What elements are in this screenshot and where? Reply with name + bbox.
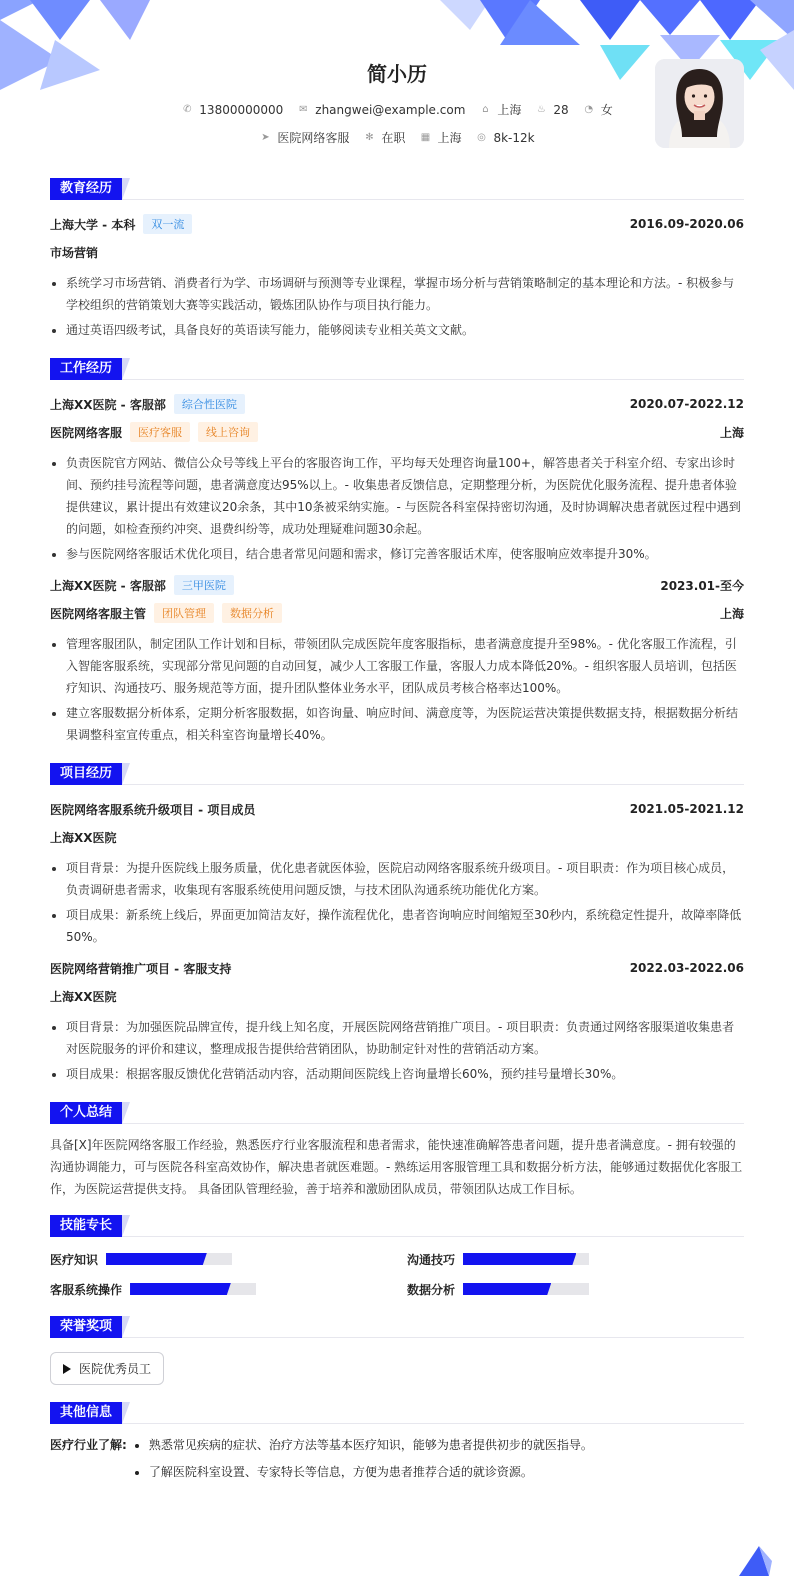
work-city: 上海 (719, 606, 744, 621)
play-icon (63, 1364, 71, 1374)
project-org-row (50, 982, 744, 1010)
project-org: 上海XX医院 (50, 989, 117, 1004)
corner-decoration (734, 1541, 774, 1581)
email-text: zhangwei@example.com (315, 102, 466, 117)
education-title: 教育经历 (50, 178, 122, 200)
project-org-row (50, 823, 744, 851)
honors-title: 荣誉奖项 (50, 1316, 122, 1338)
other-label: 医疗行业了解: (50, 1438, 127, 1452)
phone-item (181, 101, 283, 118)
award-chip (50, 1352, 164, 1385)
education-date: 2016.09-2020.06 (629, 217, 744, 231)
other-title: 其他信息 (50, 1402, 122, 1424)
list-item: • 负责医院官方网站、微信公众号等线上平台的客服咨询工作，平均每天处理咨询量100+，解答患者关于科室介绍、专家出诊时间、预约挂号流程等问题，患者满意度达95%以上。- 收集患者反馈信息，定期整理分析，为医院优化服务流程、提升患者体验提供建议，累计提出有效建议20余条，其中10条被采纳实施。- 与医院各科室保持密切沟通，及时协调解决患者就医过程中遇到的问题，如检查预约冲突、退费纠纷等，成功处理疑难问题30余起。 (66, 452, 744, 540)
position-tag: 线上咨询 (198, 422, 258, 442)
candidate-name: 简小历 (367, 62, 427, 86)
skill-item (407, 1279, 744, 1299)
list-item: • 项目背景：为提升医院线上服务质量，优化患者就医体验，医院启动网络客服系统升级项目。- 项目职责：作为项目核心成员，负责调研患者需求，收集现有客服系统使用问题反馈，与技术团队沟通系统功能优化方案。 (66, 857, 744, 901)
company-name: 上海XX医院 - 客服部 (50, 397, 166, 412)
school-tag: 双一流 (143, 214, 192, 234)
education-header (50, 177, 744, 200)
work-bullets (50, 452, 744, 565)
skill-bar (463, 1253, 589, 1265)
skills-title: 技能专长 (50, 1215, 122, 1237)
project-entry (50, 954, 744, 1085)
other-header (50, 1401, 744, 1424)
skills-header (50, 1214, 744, 1237)
other-list (127, 1434, 593, 1488)
skill-bar-fill (463, 1283, 551, 1295)
work-title: 工作经历 (50, 358, 122, 380)
skill-name: 客服系统操作 (50, 1282, 123, 1297)
project-org: 上海XX医院 (50, 830, 117, 845)
city-icon: ▦ (420, 131, 431, 143)
major-name: 市场营销 (50, 245, 99, 260)
project-name: 医院网络营销推广项目 - 客服支持 (50, 961, 232, 976)
position-name: 医院网络客服 (50, 425, 123, 440)
job-target-item (259, 129, 349, 146)
city-item (419, 129, 461, 146)
list-item: • 项目背景：为加强医院品牌宣传，提升线上知名度，开展医院网络营销推广项目。- 项目职责：负责通过网络客服渠道收集患者对医院服务的评价和建议，整理成报告提供给营销团队，协助制定针对性的营销活动方案。 (66, 1016, 744, 1060)
project-entry (50, 795, 744, 948)
phone-icon: ✆ (183, 103, 192, 115)
work-section (50, 357, 744, 746)
project-title-row (50, 954, 744, 982)
job-target-text: 医院网络客服 (277, 131, 350, 145)
summary-section (50, 1101, 744, 1200)
work-bullets (50, 633, 744, 746)
skill-name: 医疗知识 (50, 1252, 99, 1267)
skill-bar-fill (463, 1253, 576, 1265)
education-section (50, 177, 744, 341)
job-info-row (50, 129, 744, 146)
list-item: • 了解医院科室设置、专家特长等信息，方便为患者推荐合适的就诊资源。 (149, 1461, 593, 1483)
work-entry (50, 571, 744, 746)
company-name: 上海XX医院 - 客服部 (50, 578, 166, 593)
skill-bar (106, 1253, 232, 1265)
project-section (50, 762, 744, 1085)
position-name: 医院网络客服主管 (50, 606, 147, 621)
list-item: • 通过英语四级考试，具备良好的英语读写能力，能够阅读专业相关英文文献。 (66, 319, 744, 341)
education-row (50, 210, 744, 238)
skill-name: 数据分析 (407, 1282, 456, 1297)
skill-item (407, 1249, 744, 1269)
job-target-icon: ➤ (261, 131, 270, 143)
award-label: 医院优秀员工 (79, 1362, 152, 1376)
skill-bar-fill (106, 1253, 207, 1265)
position-tag: 团队管理 (154, 603, 214, 623)
age-text: 28 (553, 102, 569, 117)
list-item: • 参与医院网络客服话术优化项目，结合患者常见问题和需求，修订完善客服话术库，使客服响应效率提升30%。 (66, 543, 744, 565)
position-tag: 医疗客服 (130, 422, 190, 442)
project-title: 项目经历 (50, 763, 122, 785)
list-item: • 熟悉常见疾病的症状、治疗方法等基本医疗知识，能够为患者提供初步的就医指导。 (149, 1434, 593, 1456)
age-item (535, 101, 568, 118)
status-icon: ✻ (365, 131, 374, 143)
work-date: 2023.01-至今 (660, 578, 744, 593)
summary-text: 具备[X]年医院网络客服工作经验，熟悉医疗行业客服流程和患者需求，能快速准确解答患者问题，提升患者满意度。- 拥有较强的沟通协调能力，可与医院各科室高效协作，解决患者就医难题。- 熟练运用客服管理工具和数据分析方法，能够通过数据优化客服工作，为医院运营提供支持。 具备团队管理经验，善于培养和激励团队成员，带领团队达成工作目标。 (50, 1138, 743, 1196)
honors-section (50, 1315, 744, 1385)
work-company-row (50, 390, 744, 418)
contact-info-row (50, 101, 744, 118)
home-text: 上海 (497, 103, 522, 117)
home-icon: ⌂ (482, 103, 489, 115)
skills-grid (50, 1247, 744, 1299)
gender-item (583, 101, 613, 118)
home-item (479, 101, 521, 118)
honors-header (50, 1315, 744, 1338)
work-date: 2020.07-2022.12 (629, 397, 744, 411)
work-header (50, 357, 744, 380)
skill-name: 沟通技巧 (407, 1252, 456, 1267)
status-text: 在职 (381, 131, 406, 145)
project-title-row (50, 795, 744, 823)
phone-text: 13800000000 (199, 102, 284, 117)
list-item: • 系统学习市场营销、消费者行为学、市场调研与预测等专业课程，掌握市场分析与营销策略制定的基本理论和方法。- 积极参与学校组织的营销策划大赛等实践活动，锻炼团队协作与项目执行能力。 (66, 272, 744, 316)
school-name: 上海大学 - 本科 (50, 217, 136, 232)
profile-photo (655, 59, 744, 148)
resume-header (50, 0, 744, 165)
project-bullets (50, 857, 744, 948)
skill-bar-fill (130, 1283, 231, 1295)
work-city: 上海 (719, 425, 744, 440)
skill-bar (463, 1283, 589, 1295)
skill-item (50, 1279, 387, 1299)
summary-header (50, 1101, 744, 1124)
project-bullets (50, 1016, 744, 1085)
project-date: 2022.03-2022.06 (629, 961, 744, 975)
company-tag: 三甲医院 (174, 575, 234, 595)
other-section (50, 1401, 744, 1488)
major-row (50, 238, 744, 266)
company-tag: 综合性医院 (174, 394, 245, 414)
work-position-row (50, 418, 744, 446)
project-header (50, 762, 744, 785)
position-tag: 数据分析 (222, 603, 282, 623)
project-name: 医院网络客服系统升级项目 - 项目成员 (50, 802, 256, 817)
list-item: • 项目成果：新系统上线后，界面更加简洁友好，操作流程优化，患者咨询响应时间缩短至30秒内，系统稳定性提升，故障率降低50%。 (66, 904, 744, 948)
list-item: • 建立客服数据分析体系，定期分析客服数据，如咨询量、响应时间、满意度等，为医院运营决策提供数据支持，根据数据分析结果调整科室宣传重点，相关科室咨询量增长40%。 (66, 702, 744, 746)
skill-bar (130, 1283, 256, 1295)
skills-section (50, 1214, 744, 1299)
work-company-row (50, 571, 744, 599)
gender-icon: ◔ (584, 103, 594, 115)
email-icon: ✉ (299, 103, 308, 115)
city-text: 上海 (437, 131, 462, 145)
list-item: • 管理客服团队，制定团队工作计划和目标，带领团队完成医院年度客服指标，患者满意度提升至98%。- 优化客服工作流程，引入智能客服系统，实现部分常见问题的自动回复，减少人工客服工作量，客服人力成本降低20%。- 组织客服人员培训，包括医疗知识、沟通技巧、服务规范等方面，提升团队整体业务水平，团队成员考核合格率达100%。 (66, 633, 744, 699)
age-icon: ♨ (536, 103, 546, 115)
education-bullets (50, 272, 744, 341)
salary-icon: ◎ (477, 131, 486, 143)
skill-item (50, 1249, 387, 1269)
work-entry (50, 390, 744, 565)
email-item (297, 101, 465, 118)
status-item (363, 129, 405, 146)
other-info (50, 1434, 744, 1488)
gender-text: 女 (600, 103, 613, 117)
summary-title: 个人总结 (50, 1102, 122, 1124)
work-position-row (50, 599, 744, 627)
salary-text: 8k-12k (493, 130, 535, 145)
list-item: • 项目成果：根据客服反馈优化营销活动内容，活动期间医院线上咨询量增长60%，预约挂号量增长30%。 (66, 1063, 744, 1085)
salary-item (475, 129, 534, 146)
project-date: 2021.05-2021.12 (629, 802, 744, 816)
